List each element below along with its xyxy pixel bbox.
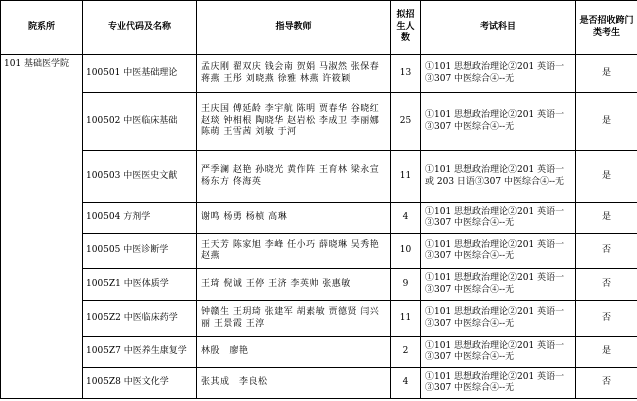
major-cell: 1005Z8 中医文化学 — [83, 368, 197, 399]
major-cell: 100503 中医医史文献 — [83, 151, 197, 203]
quota-cell: 9 — [391, 269, 421, 301]
advisors-cell: 钟赣生 王玥琦 张建军 胡素敏 贾德贤 闫兴丽 王景霞 王淳 — [197, 301, 391, 337]
advisors-cell: 林殷 廖艳 — [197, 337, 391, 368]
exam-cell: ①101 思想政治理论②201 英语一③307 中医综合④--无 — [421, 55, 576, 93]
table-row — [1, 337, 637, 368]
cross-cell: 否 — [576, 301, 637, 337]
cross-cell: 是 — [576, 203, 637, 234]
table-row — [1, 151, 637, 203]
table-row — [1, 368, 637, 399]
cross-cell: 否 — [576, 234, 637, 269]
header-advisors: 指导教师 — [197, 1, 391, 55]
advisors-cell: 王庆国 傅延龄 李宇航 陈明 贾春华 谷晓红 赵琰 钟相根 陶晓华 赵岩松 李成卫 李丽娜 陈萌 王雪茜 刘敏 于河 — [197, 93, 391, 151]
advisors-cell: 谢鸣 杨勇 杨桢 高琳 — [197, 203, 391, 234]
quota-cell: 4 — [391, 368, 421, 399]
major-cell: 1005Z2 中医临床药学 — [83, 301, 197, 337]
cross-cell: 是 — [576, 55, 637, 93]
major-cell: 1005Z1 中医体质学 — [83, 269, 197, 301]
cross-cell: 否 — [576, 368, 637, 399]
quota-cell: 11 — [391, 151, 421, 203]
table-row — [1, 234, 637, 269]
major-cell: 100501 中医基础理论 — [83, 55, 197, 93]
cross-cell: 是 — [576, 337, 637, 368]
department-cell: 101 基础医学院 — [1, 55, 83, 399]
cross-cell: 是 — [576, 151, 637, 203]
quota-cell: 25 — [391, 93, 421, 151]
exam-cell: ①101 思想政治理论②201 英语一③307 中医综合④--无 — [421, 368, 576, 399]
cross-cell: 否 — [576, 269, 637, 301]
quota-cell: 4 — [391, 203, 421, 234]
exam-cell: ①101 思想政治理论②201 英语一③307 中医综合④--无 — [421, 301, 576, 337]
advisors-cell: 王琦 倪诚 王停 王济 李英帅 张惠敏 — [197, 269, 391, 301]
advisors-cell: 张其成 李良松 — [197, 368, 391, 399]
exam-cell: ①101 思想政治理论②201 英语一③307 中医综合④--无 — [421, 269, 576, 301]
major-cell: 100505 中医诊断学 — [83, 234, 197, 269]
quota-cell: 10 — [391, 234, 421, 269]
major-cell: 1005Z7 中医养生康复学 — [83, 337, 197, 368]
table-row — [1, 269, 637, 301]
cross-cell: 是 — [576, 93, 637, 151]
major-cell: 100504 方剂学 — [83, 203, 197, 234]
table-row — [1, 55, 637, 93]
header-quota: 拟招生人数 — [391, 1, 421, 55]
table-header-row — [1, 1, 637, 55]
exam-cell: ①101 思想政治理论②201 英语一③307 中医综合④--无 — [421, 337, 576, 368]
header-department: 院系所 — [1, 1, 83, 55]
quota-cell: 11 — [391, 301, 421, 337]
advisors-cell: 严季澜 赵艳 孙晓光 黄作阵 王育林 梁永宣 杨东方 佟海英 — [197, 151, 391, 203]
header-exam: 考试科目 — [421, 1, 576, 55]
major-cell: 100502 中医临床基础 — [83, 93, 197, 151]
table-row — [1, 203, 637, 234]
exam-cell: ①101 思想政治理论②201 英语一或 203 日语③307 中医综合④--无 — [421, 151, 576, 203]
exam-cell: ①101 思想政治理论②201 英语一③307 中医综合④--无 — [421, 203, 576, 234]
quota-cell: 2 — [391, 337, 421, 368]
header-major: 专业代码及名称 — [83, 1, 197, 55]
advisors-cell: 孟庆刚 翟双庆 钱会南 贺娟 马淑然 张保春 蒋燕 王彤 刘晓燕 徐雅 林燕 许筱颖 — [197, 55, 391, 93]
exam-cell: ①101 思想政治理论②201 英语一③307 中医综合④--无 — [421, 234, 576, 269]
exam-cell: ①101 思想政治理论②201 英语一③307 中医综合④--无 — [421, 93, 576, 151]
table-row — [1, 93, 637, 151]
advisors-cell: 王天芳 陈家旭 李峰 任小巧 薛晓琳 吴秀艳 赵燕 — [197, 234, 391, 269]
header-cross: 是否招收跨门类考生 — [576, 1, 637, 55]
quota-cell: 13 — [391, 55, 421, 93]
table-row — [1, 301, 637, 337]
